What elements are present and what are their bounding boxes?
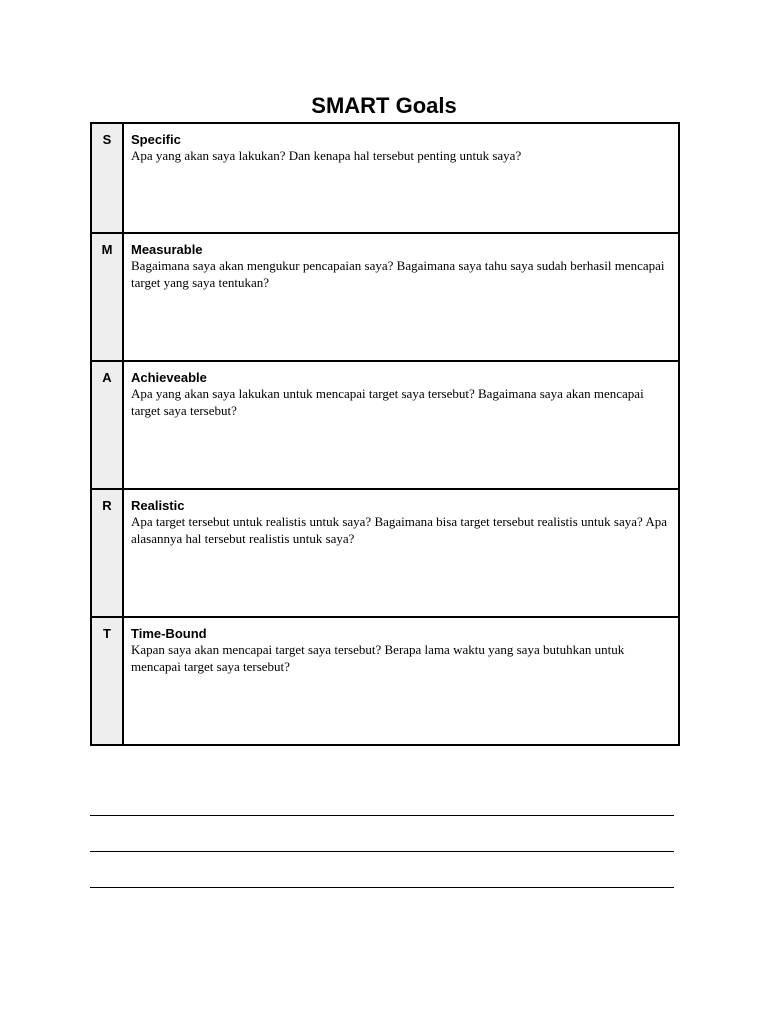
row-description: Apa yang akan saya lakukan? Dan kenapa hal tersebut penting untuk saya? bbox=[131, 148, 522, 163]
row-letter: R bbox=[91, 489, 123, 617]
table-row-realistic bbox=[91, 489, 679, 617]
row-description: Apa yang akan saya lakukan untuk mencapai target saya tersebut? Bagaimana saya akan mencapai target saya tersebut? bbox=[131, 386, 644, 418]
row-content[interactable] bbox=[123, 489, 679, 617]
table-row-time-bound bbox=[91, 617, 679, 745]
row-heading: Achieveable bbox=[131, 370, 207, 385]
row-heading: Measurable bbox=[131, 242, 203, 257]
row-content[interactable] bbox=[123, 123, 679, 233]
row-letter: T bbox=[91, 617, 123, 745]
row-content[interactable] bbox=[123, 233, 679, 361]
smart-goals-table bbox=[90, 122, 680, 746]
page-title: SMART Goals bbox=[311, 93, 457, 118]
row-letter: S bbox=[91, 123, 123, 233]
row-description: Bagaimana saya akan mengukur pencapaian saya? Bagaimana saya tahu saya sudah berhasil mencapai target yang saya tentukan? bbox=[131, 258, 665, 290]
row-letter: M bbox=[91, 233, 123, 361]
row-heading: Realistic bbox=[131, 498, 185, 513]
row-description: Apa target tersebut untuk realistis untuk saya? Bagaimana bisa target tersebut realistis untuk saya? Apa alasannya hal tersebut realistis untuk saya? bbox=[131, 514, 667, 546]
writing-line-2[interactable] bbox=[90, 851, 674, 852]
row-heading: Time-Bound bbox=[131, 626, 207, 641]
row-content[interactable] bbox=[123, 361, 679, 489]
table-row-specific bbox=[91, 123, 679, 233]
row-heading: Specific bbox=[131, 132, 181, 147]
table-row-measurable bbox=[91, 233, 679, 361]
row-content[interactable] bbox=[123, 617, 679, 745]
writing-line-3[interactable] bbox=[90, 887, 674, 888]
writing-line-1[interactable] bbox=[90, 815, 674, 816]
row-letter: A bbox=[91, 361, 123, 489]
row-description: Kapan saya akan mencapai target saya tersebut? Berapa lama waktu yang saya butuhkan untuk mencapai target saya tersebut? bbox=[131, 642, 625, 674]
table-row-achieveable bbox=[91, 361, 679, 489]
